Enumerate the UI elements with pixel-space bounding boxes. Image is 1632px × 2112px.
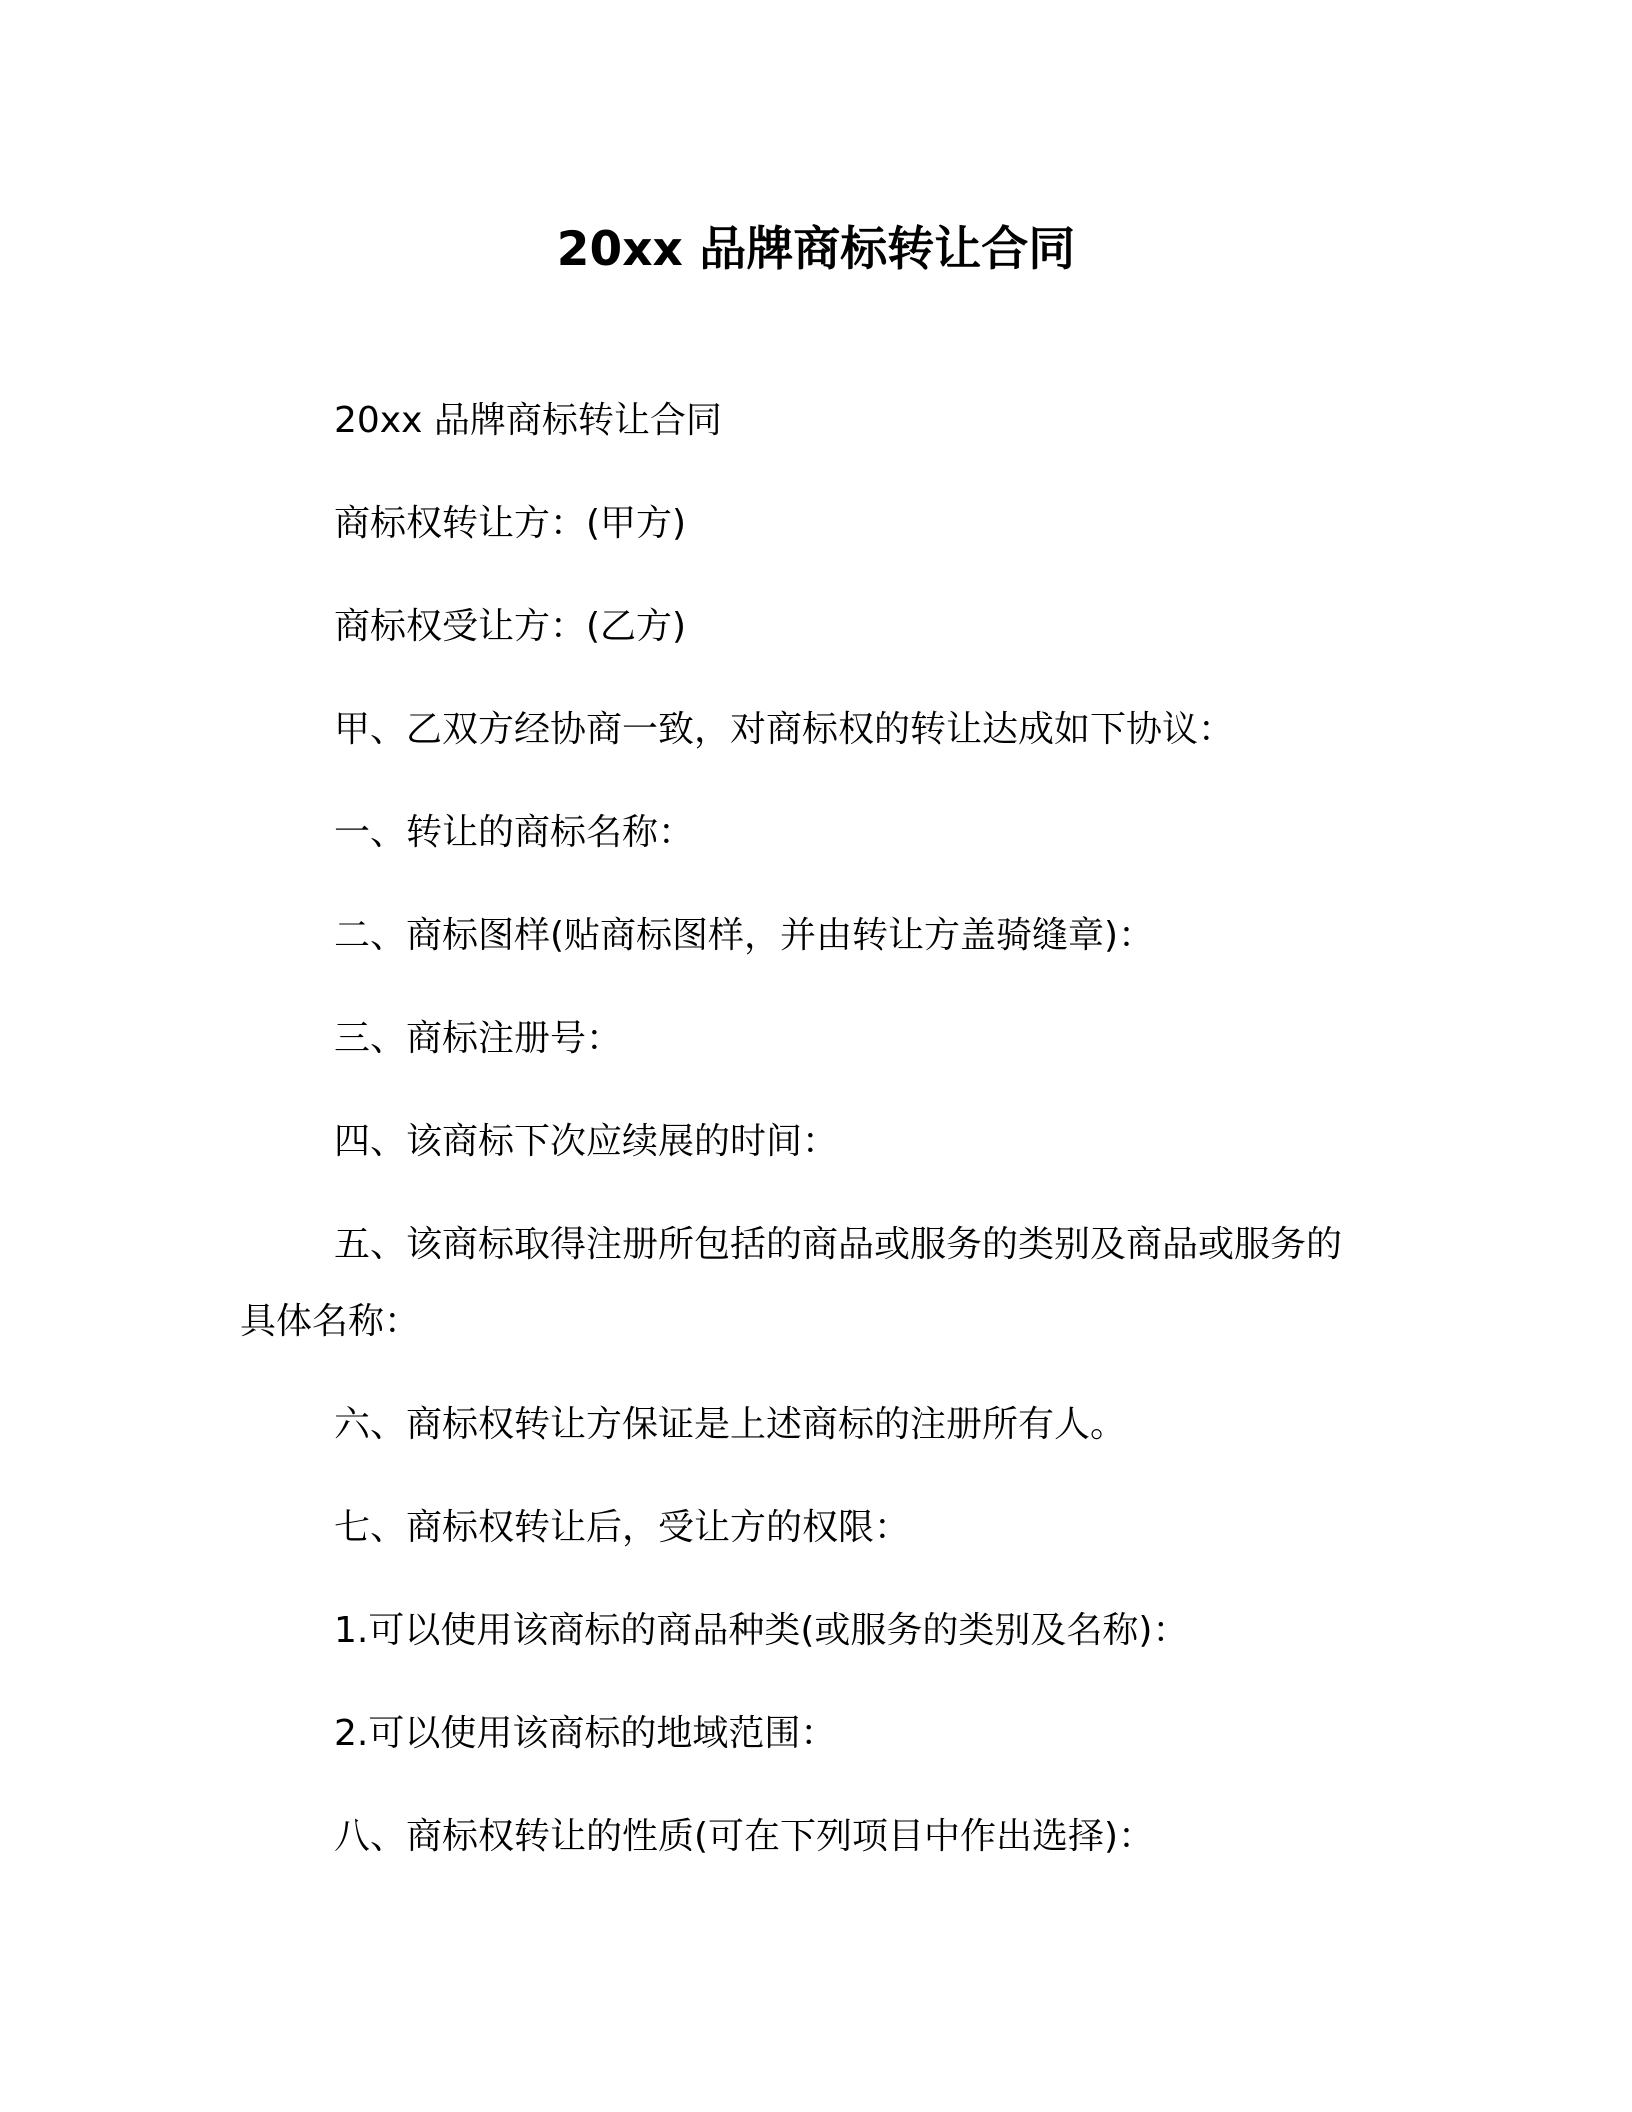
paragraph-clause-6: 六、商标权转让方保证是上述商标的注册所有人。 <box>334 1404 1127 1445</box>
paragraph-clause-7-item-2: 2.可以使用该商标的地域范围： <box>334 1713 837 1754</box>
document-title: 20xx 品牌商标转让合同 <box>556 222 1076 277</box>
paragraph-clause-4: 四、该商标下次应续展的时间： <box>334 1121 839 1162</box>
paragraph-transferor: 商标权转让方：(甲方) <box>334 503 687 544</box>
paragraph-agreement-intro: 甲、乙双方经协商一致，对商标权的转让达成如下协议： <box>334 709 1235 750</box>
paragraph-clause-5-line-1: 五、该商标取得注册所包括的商品或服务的类别及商品或服务的 <box>334 1224 1343 1265</box>
paragraph-clause-8: 八、商标权转让的性质(可在下列项目中作出选择)： <box>334 1816 1155 1857</box>
paragraph-clause-5 <box>240 1223 1400 1344</box>
paragraph-clause-7: 七、商标权转让后，受让方的权限： <box>334 1507 911 1548</box>
paragraph-clause-5-line-2: 具体名称： <box>240 1301 421 1342</box>
paragraph-clause-3: 三、商标注册号： <box>334 1018 623 1059</box>
paragraph-contract-name: 20xx 品牌商标转让合同 <box>334 400 722 441</box>
paragraph-clause-2: 二、商标图样(贴商标图样，并由转让方盖骑缝章)： <box>334 915 1155 956</box>
paragraph-clause-1: 一、转让的商标名称： <box>334 812 695 853</box>
paragraph-transferee: 商标权受让方：(乙方) <box>334 606 687 647</box>
paragraph-clause-7-item-1: 1.可以使用该商标的商品种类(或服务的类别及名称)： <box>334 1610 1189 1651</box>
